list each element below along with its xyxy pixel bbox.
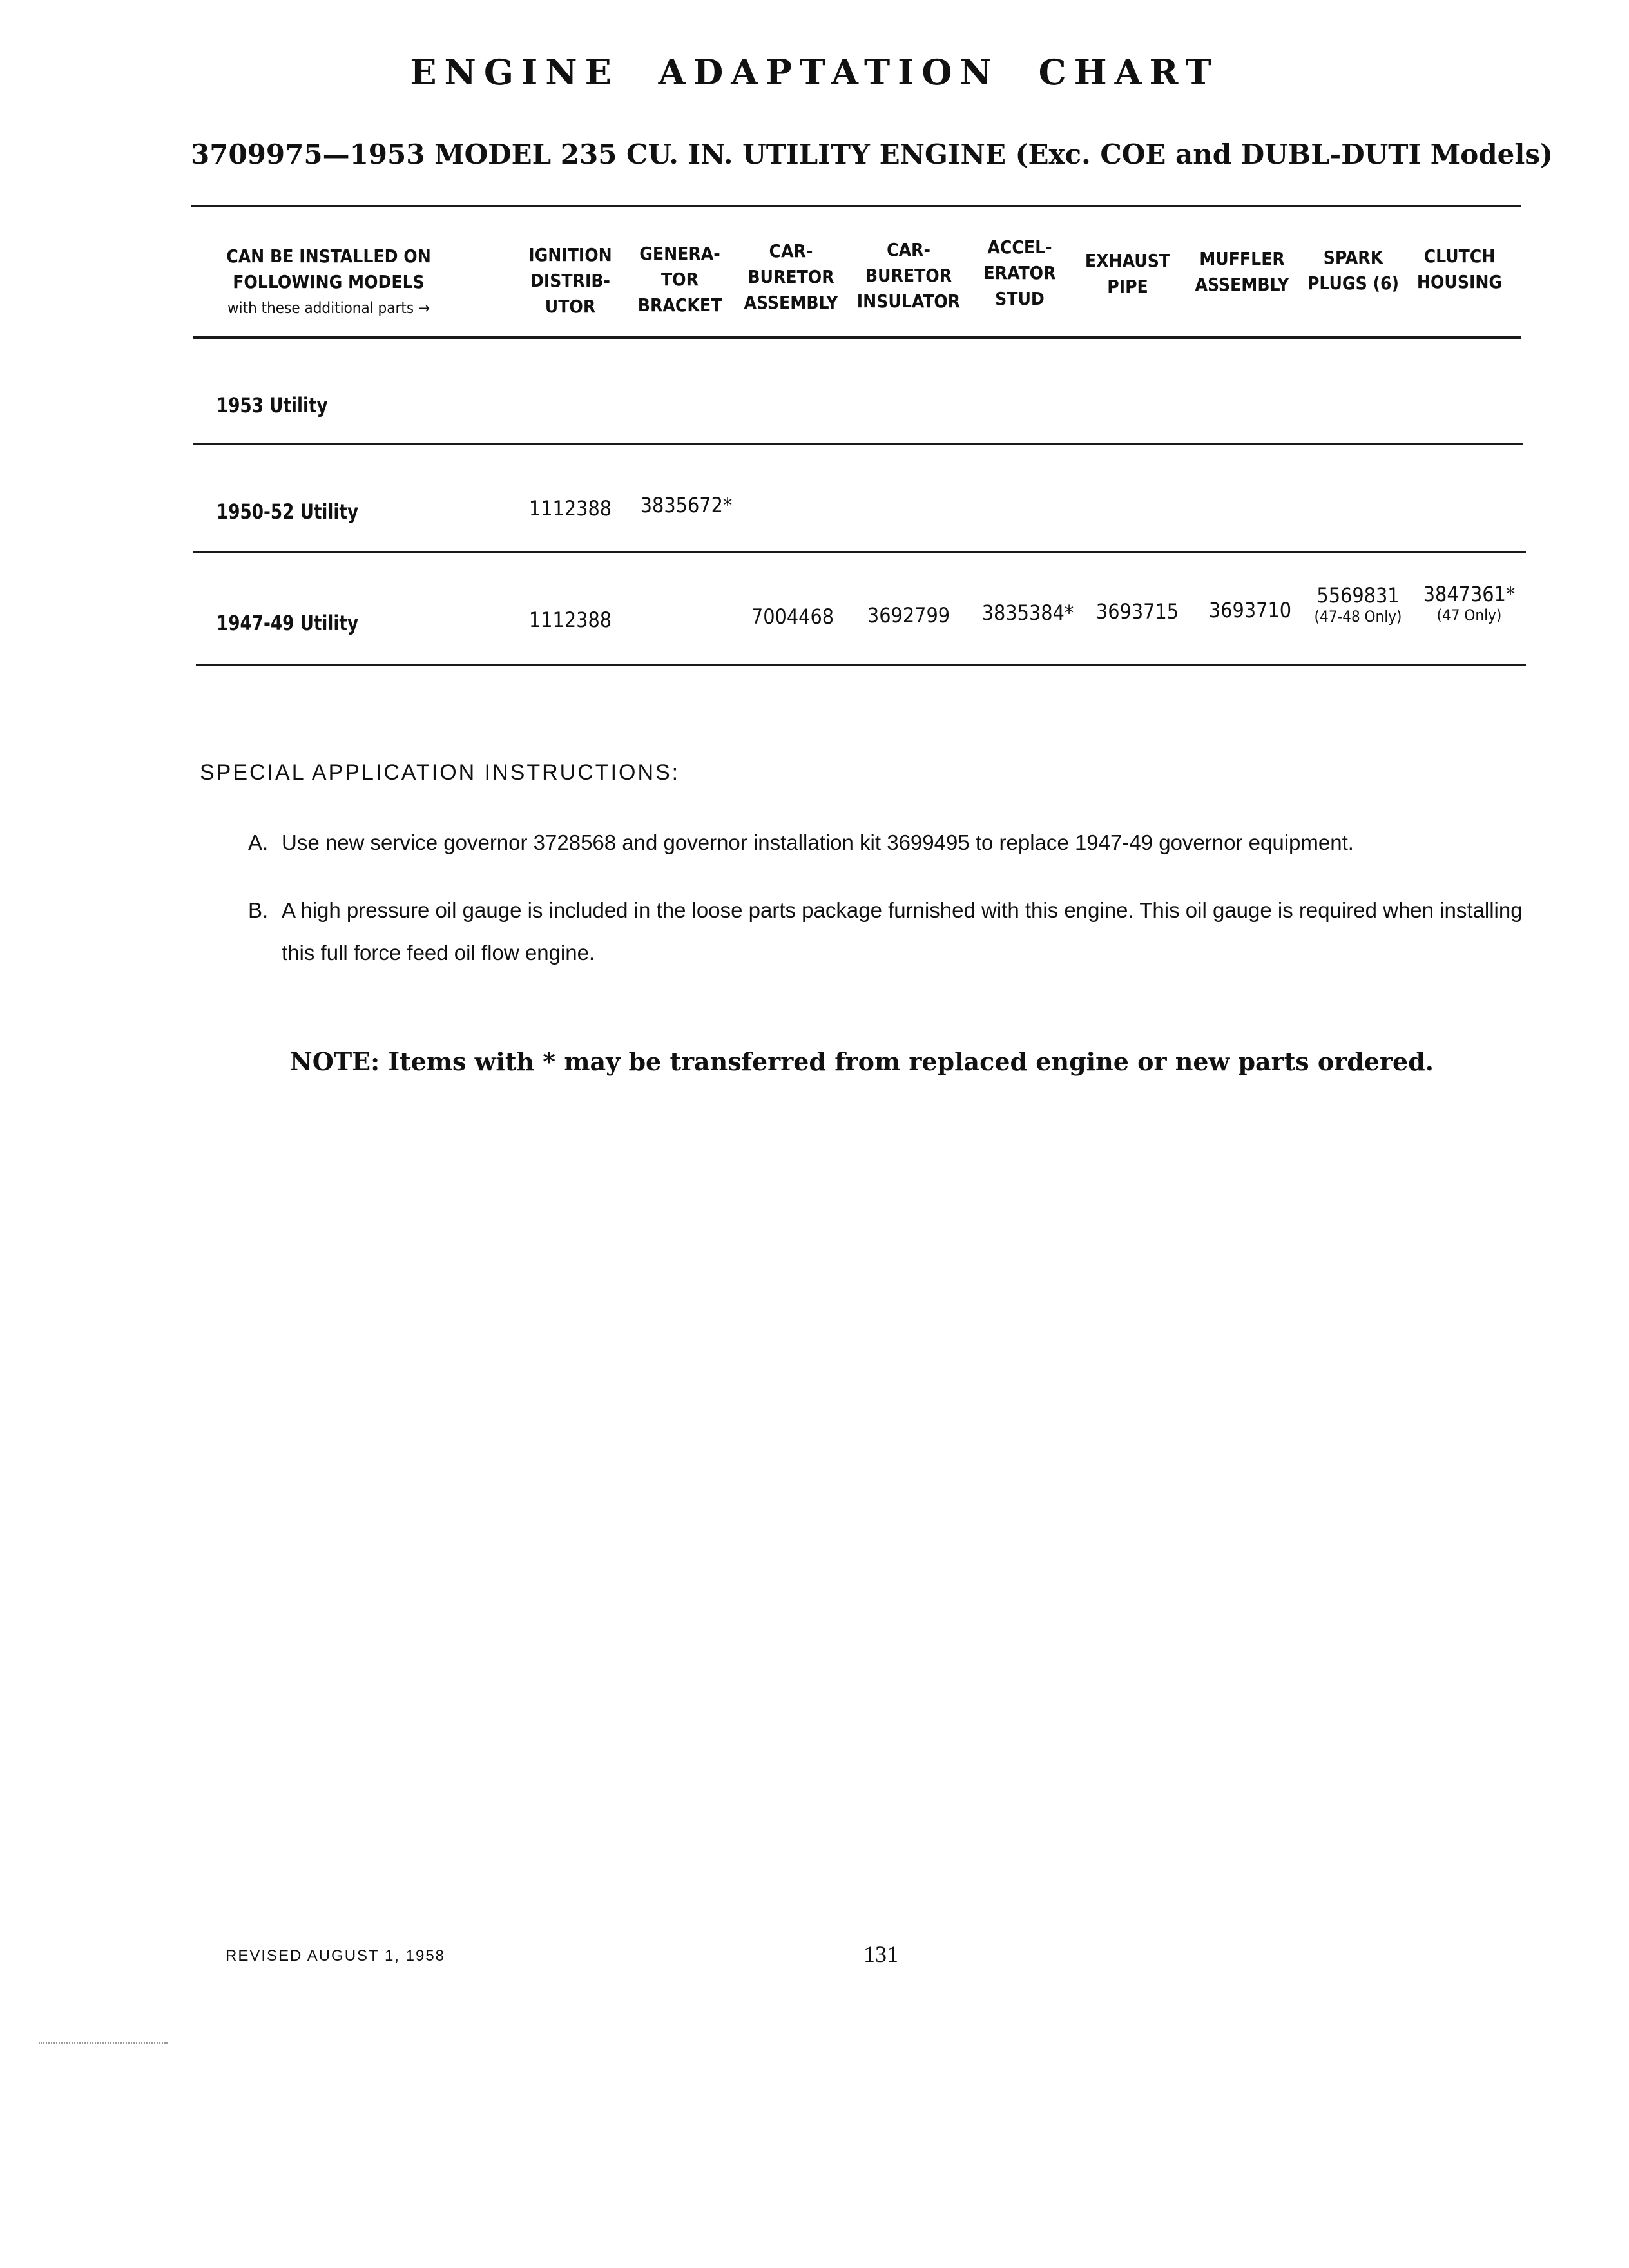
instruction-a	[248, 822, 1576, 867]
spark-plugs-note: (47-48 Only)	[1314, 608, 1402, 626]
header-installed-on-line2: FOLLOWING MODELS	[233, 271, 425, 293]
header-installed-on	[213, 244, 445, 321]
revised-date: REVISED AUGUST 1, 1958	[226, 1947, 446, 1965]
engine-subtitle: 3709975—1953 MODEL 235 CU. IN. UTILITY ENGINE (Exc. COE and DUBL-DUTI Models)	[191, 139, 1553, 170]
page-title: ENGINE ADAPTATION CHART	[410, 52, 1219, 93]
table-cell-carburetor-assembly: 7004468	[751, 604, 834, 629]
header-spark-plugs: SPARK PLUGS (6)	[1307, 247, 1400, 294]
instructions-heading: SPECIAL APPLICATION INSTRUCTIONS:	[200, 760, 680, 785]
row-label-1950-52-utility: 1950-52 Utility	[217, 499, 359, 524]
table-cell-ignition-distributor: 1112388	[528, 496, 612, 521]
table-bottom-rule	[196, 664, 1526, 666]
instruction-a-letter: A.	[248, 831, 269, 854]
table-cell-carburetor-insulator: 3692799	[867, 603, 950, 628]
instruction-b-letter: B.	[248, 898, 269, 922]
table-cell-accelerator-stud: 3835384*	[981, 601, 1074, 625]
header-installed-on-line1: CAN BE INSTALLED ON	[226, 245, 431, 267]
table-cell-ignition-distributor: 1112388	[528, 608, 612, 632]
row-label-1947-49-utility: 1947-49 Utility	[217, 611, 359, 635]
instruction-a-text: Use new service governor 3728568 and governor installation kit 3699495 to replace 1947-49 governor equipment.	[282, 831, 1354, 854]
table-top-rule	[191, 205, 1521, 207]
clutch-housing-note: (47 Only)	[1436, 606, 1502, 624]
transfer-note: NOTE: Items with * may be transferred from replaced engine or new parts ordered.	[290, 1047, 1434, 1076]
header-installed-on-line3: with these additional parts →	[227, 299, 430, 317]
header-ignition-distributor: IGNITION DISTRIB- UTOR	[528, 244, 612, 317]
header-muffler-assembly: MUFFLER ASSEMBLY	[1195, 248, 1289, 295]
header-generator-bracket: GENERA- TOR BRACKET	[637, 243, 722, 316]
page-number: 131	[863, 1941, 898, 1967]
header-accelerator-stud: ACCEL- ERATOR STUD	[983, 236, 1056, 309]
row-label-1953-utility: 1953 Utility	[217, 393, 328, 418]
clutch-housing-part-number: 3847361*	[1423, 582, 1516, 606]
header-carburetor-insulator: CAR- BURETOR INSULATOR	[856, 239, 961, 312]
row-divider	[193, 551, 1526, 553]
spark-plugs-part-number: 5569831	[1316, 583, 1400, 608]
header-bottom-rule	[193, 336, 1521, 339]
header-carburetor-assembly: CAR- BURETOR ASSEMBLY	[744, 240, 838, 313]
table-cell-muffler-assembly: 3693710	[1208, 598, 1292, 622]
header-clutch-housing: CLUTCH HOUSING	[1416, 245, 1503, 293]
instruction-b-text: A high pressure oil gauge is included in the loose parts package furnished with this engine. This oil gauge is required when installing this full force feed oil flow engine.	[282, 898, 1523, 965]
table-cell-exhaust-pipe: 3693715	[1095, 599, 1179, 624]
table-cell-generator-bracket: 3835672*	[640, 493, 733, 517]
instruction-b	[248, 889, 1576, 979]
table-cell-clutch-housing	[1418, 582, 1521, 624]
table-cell-spark-plugs	[1302, 583, 1414, 626]
scan-specks	[39, 2042, 168, 2044]
header-exhaust-pipe: EXHAUST PIPE	[1084, 250, 1171, 297]
row-divider	[193, 443, 1523, 445]
